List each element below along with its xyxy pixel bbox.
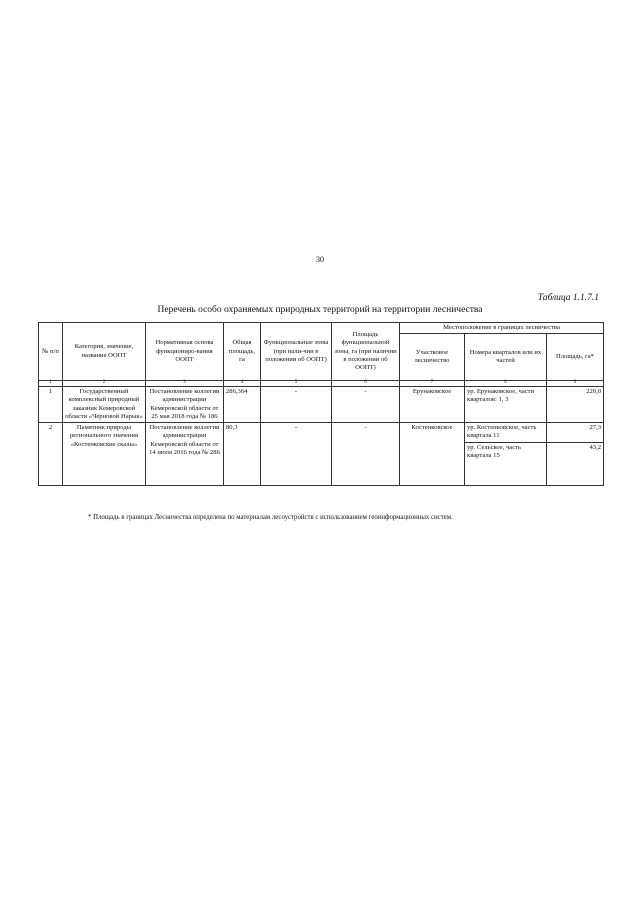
header-total-area: Общая площадь, га: [224, 323, 261, 381]
header-category: Категория, значение, название ООПТ: [63, 323, 146, 381]
row-total-area: 80,3: [224, 423, 261, 485]
row-area: 27,3: [547, 423, 604, 442]
row-total-area: 286,364: [224, 387, 261, 423]
header-quarters: Номера кварталов или их частей: [465, 334, 547, 381]
row-num: 2: [39, 423, 63, 485]
table-caption: Таблица 1.1.7.1: [537, 293, 599, 303]
header-basis: Нормативная основа функциониро-вания ООПТ: [146, 323, 224, 381]
column-number: 9: [547, 381, 604, 387]
page-number: 30: [316, 255, 324, 264]
row-basis: Постановление коллегии администрации Кемеровской области от 14 июля 2016 года № 286: [146, 423, 224, 485]
column-number: 1: [39, 381, 63, 387]
row-quarters: ур. Ерунаковское, части кварталов: 1, 3: [465, 387, 547, 423]
row-category: Государственный комплексный природный заказник Кемеровской области «Черновой Нарык»: [63, 387, 146, 423]
row-area: 43,2: [547, 442, 604, 485]
header-func-area: Площадь функциональной зоны, га (при наличии в положении об ООПТ): [332, 323, 400, 381]
header-area: Площадь, га*: [547, 334, 604, 381]
header-num: № п/п: [39, 323, 63, 381]
row-func-zones: -: [261, 387, 332, 423]
row-district-forestry: Костенковское: [400, 423, 465, 485]
row-num: 1: [39, 387, 63, 423]
column-number: 5: [261, 381, 332, 387]
row-func-area: -: [332, 423, 400, 485]
header-district-forestry: Участковое лесничество: [400, 334, 465, 381]
oopt-table: [38, 322, 604, 486]
row-district-forestry: Ерунаковское: [400, 387, 465, 423]
column-number: 2: [63, 381, 146, 387]
header-func-zones: Функциональные зоны (при нали-чии в положении об ООПТ): [261, 323, 332, 381]
column-number: 7: [400, 381, 465, 387]
footnote: * Площадь в границах Лесничества определена по материалам лесоустройств с использованием геоинформационных систем.: [88, 514, 453, 521]
row-category: Памятник природы регионального значения «Костенковские скалы»: [63, 423, 146, 485]
row-quarters: ур. Костенковское, часть квартала 11: [465, 423, 547, 442]
column-number: 3: [146, 381, 224, 387]
header-location-group: Местоположение в границах лесничества: [400, 323, 604, 334]
column-number: 4: [224, 381, 261, 387]
row-area: 220,0: [547, 387, 604, 423]
table-row: [39, 387, 604, 423]
row-quarters: ур. Сельское, часть квартала 15: [465, 442, 547, 485]
column-number: 8: [465, 381, 547, 387]
row-func-area: -: [332, 387, 400, 423]
row-func-zones: -: [261, 423, 332, 485]
row-basis: Постановление коллегии администрации Кемеровской области от 25 мая 2018 года № 186: [146, 387, 224, 423]
table-title: Перечень особо охраняемых природных территорий на территории лесничества: [157, 305, 483, 315]
column-number: 6: [332, 381, 400, 387]
table-row: [39, 423, 604, 442]
